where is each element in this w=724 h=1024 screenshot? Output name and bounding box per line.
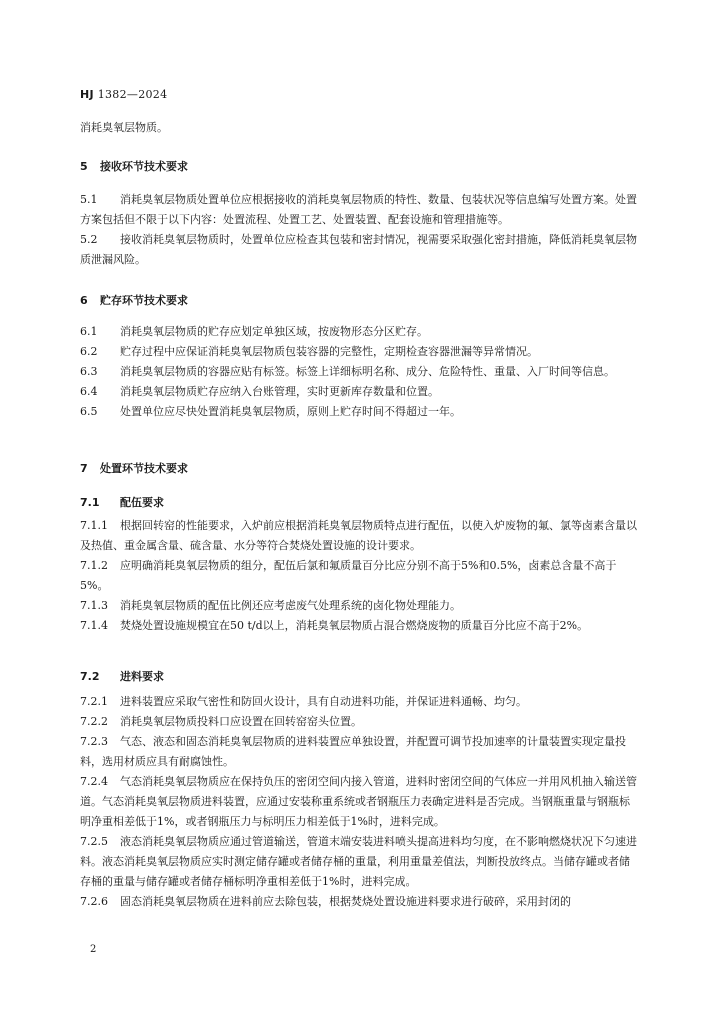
clause: 6.5 处置单位应尽快处置消耗臭氧层物质，原则上贮存时间不得超过一年。: [80, 405, 461, 418]
clause: 6.1 消耗臭氧层物质的贮存应划定单独区域，按废物形态分区贮存。: [80, 325, 428, 338]
clause: 7.1.4 焚烧处置设施规模宜在50 t/d以上，消耗臭氧层物质占混合燃烧废物的质量百分比应不高于2%。: [80, 619, 589, 632]
clause: 5.1 消耗臭氧层物质处置单位应根据接收的消耗臭氧层物质的特性、数量、包装状况等信息编写处置方案。处置方案包括但不限于以下内容：处置流程、处置工艺、处置装置、配套设施和管理措施等。: [80, 193, 637, 226]
clause: 5.2 接收消耗臭氧层物质时，处置单位应检查其包装和密封情况，视需要采取强化密封措施，降低消耗臭氧层物质泄漏风险。: [80, 233, 637, 266]
clause-list-s71: [80, 516, 640, 636]
clause: 7.2.1 进料装置应采取气密性和防回火设计，具有自动进料功能，并保证进料通畅、均匀。: [80, 695, 527, 708]
clause: 7.2.6 固态消耗臭氧层物质在进料前应去除包装，根据焚烧处置设施进料要求进行破碎，采用封闭的: [80, 895, 571, 908]
clause: 6.2 贮存过程中应保证消耗臭氧层物质包装容器的完整性，定期检查容器泄漏等异常情况。: [80, 345, 538, 358]
clause: 7.2.5 液态消耗臭氧层物质应通过管道输送，管道末端安装进料喷头提高进料均匀度，在不影响燃烧状况下匀速进料。液态消耗臭氧层物质应实时测定储存罐或者储存桶的重量，利用重量差值法，判断投放终点。当储存罐或者储存桶的重量与储存罐或者储存桶标明净重相差低于1%时，进料完成。: [80, 835, 637, 888]
subsection-heading: 7.2 进料要求: [80, 670, 164, 683]
clause: 7.2.4 气态消耗臭氧层物质应在保持负压的密闭空间内接入管道，进料时密闭空间的气体应一并用风机抽入输送管道。气态消耗臭氧层物质进料装置，应通过安装称重系统或者钢瓶压力表确定进料是否完成。当钢瓶重量与钢瓶标明净重相差低于1%，或者钢瓶压力与标明压力相差低于1%时，进料完成。: [80, 775, 637, 828]
standard-number: HJ 1382—2024: [80, 88, 168, 101]
section-heading: 6 贮存环节技术要求: [80, 294, 188, 307]
section-heading: 7 处置环节技术要求: [80, 462, 188, 475]
section-heading: 5 接收环节技术要求: [80, 160, 188, 173]
clause: 7.2.2 消耗臭氧层物质投料口应设置在回转窑窑头位置。: [80, 715, 362, 728]
clause: 6.3 消耗臭氧层物质的容器应贴有标签。标签上详细标明名称、成分、危险特性、重量、入厂时间等信息。: [80, 365, 615, 378]
continuation-text: 消耗臭氧层物质。: [80, 121, 168, 134]
subsection-heading: 7.1 配伍要求: [80, 496, 164, 509]
clause: 6.4 消耗臭氧层物质贮存应纳入台账管理，实时更新库存数量和位置。: [80, 385, 439, 398]
clause: 7.1.1 根据回转窑的性能要求，入炉前应根据消耗臭氧层物质特点进行配伍，以使入炉废物的氟、氯等卤素含量以及热值、重金属含量、硫含量、水分等符合焚烧处置设施的设计要求。: [80, 519, 637, 552]
clause-list-s72: [80, 692, 640, 912]
clause: 7.2.3 气态、液态和固态消耗臭氧层物质的进料装置应单独设置，并配置可调节投加速率的计量装置实现定量投料，选用材质应具有耐腐蚀性。: [80, 735, 626, 768]
clause-list-s6: [80, 322, 640, 422]
clause: 7.1.3 消耗臭氧层物质的配伍比例还应考虑废气处理系统的卤化物处理能力。: [80, 599, 461, 612]
clause: 7.1.2 应明确消耗臭氧层物质的组分，配伍后氯和氟质量百分比应分别不高于5%和0.5%，卤素总含量不高于5%。: [80, 559, 617, 592]
clause-list-s5: [80, 190, 640, 270]
page-number: 2: [90, 944, 97, 955]
